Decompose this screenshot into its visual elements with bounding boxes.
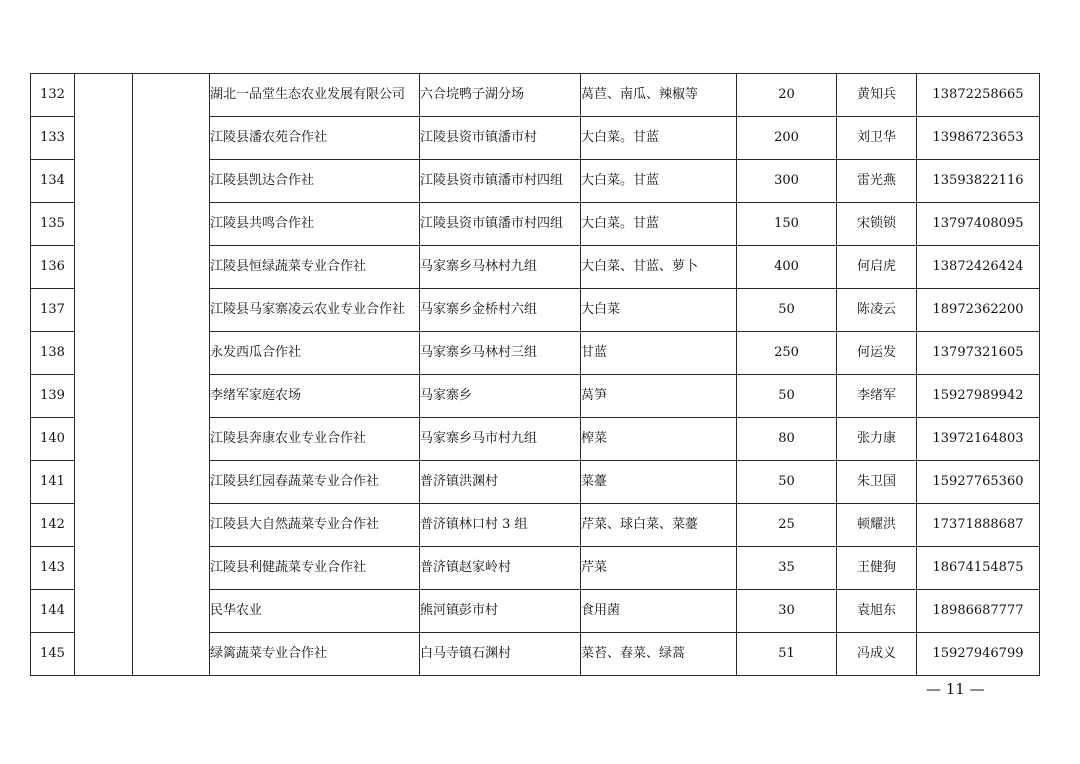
address-cell: 马家寨乡马林村九组 [420,246,581,289]
organization-cell: 江陵县奔康农业专业合作社 [210,418,420,461]
products-cell: 莴苣、南瓜、辣椒等 [581,74,737,117]
phone-cell: 13593822116 [917,160,1040,203]
products-cell: 大白菜。甘蓝 [581,160,737,203]
area-cell: 50 [737,289,837,332]
organization-cell: 江陵县红园春蔬菜专业合作社 [210,461,420,504]
area-cell: 400 [737,246,837,289]
area-cell: 150 [737,203,837,246]
phone-cell: 13972164803 [917,418,1040,461]
vegetable-base-table [30,73,1040,676]
organization-cell: 江陵县马家寨凌云农业专业合作社 [210,289,420,332]
contact-cell: 雷光燕 [837,160,917,203]
products-cell: 大白菜。甘蓝 [581,203,737,246]
row-number-cell: 139 [31,375,75,418]
phone-cell: 17371888687 [917,504,1040,547]
merged-blank-cell-b [133,74,210,676]
products-cell: 大白菜、甘蓝、萝卜 [581,246,737,289]
organization-cell: 江陵县凯达合作社 [210,160,420,203]
contact-cell: 张力康 [837,418,917,461]
area-cell: 250 [737,332,837,375]
area-cell: 35 [737,547,837,590]
organization-cell: 江陵县潘农苑合作社 [210,117,420,160]
table-body [31,74,1040,676]
row-number-cell: 140 [31,418,75,461]
organization-cell: 李绪军家庭农场 [210,375,420,418]
contact-cell: 袁旭东 [837,590,917,633]
page-number: — 11 — [926,680,985,698]
phone-cell: 18986687777 [917,590,1040,633]
table-row [31,74,1040,117]
organization-cell: 民华农业 [210,590,420,633]
contact-cell: 何启虎 [837,246,917,289]
row-number-cell: 135 [31,203,75,246]
area-cell: 25 [737,504,837,547]
organization-cell: 江陵县大自然蔬菜专业合作社 [210,504,420,547]
products-cell: 食用菌 [581,590,737,633]
products-cell: 芹菜 [581,547,737,590]
contact-cell: 宋锁锁 [837,203,917,246]
area-cell: 50 [737,375,837,418]
phone-cell: 18674154875 [917,547,1040,590]
phone-cell: 13986723653 [917,117,1040,160]
phone-cell: 13872258665 [917,74,1040,117]
products-cell: 大白菜。甘蓝 [581,117,737,160]
products-cell: 芹菜、球白菜、菜薹 [581,504,737,547]
row-number-cell: 138 [31,332,75,375]
address-cell: 六合垸鸭子湖分场 [420,74,581,117]
products-cell: 莴笋 [581,375,737,418]
address-cell: 白马寺镇石渊村 [420,633,581,676]
address-cell: 江陵县资市镇潘市村 [420,117,581,160]
row-number-cell: 132 [31,74,75,117]
organization-cell: 永发西瓜合作社 [210,332,420,375]
row-number-cell: 133 [31,117,75,160]
organization-cell: 江陵县共鸣合作社 [210,203,420,246]
row-number-cell: 142 [31,504,75,547]
area-cell: 30 [737,590,837,633]
phone-cell: 15927946799 [917,633,1040,676]
phone-cell: 13797408095 [917,203,1040,246]
phone-cell: 15927765360 [917,461,1040,504]
contact-cell: 朱卫国 [837,461,917,504]
area-cell: 200 [737,117,837,160]
phone-cell: 13797321605 [917,332,1040,375]
address-cell: 江陵县资市镇潘市村四组 [420,203,581,246]
area-cell: 50 [737,461,837,504]
contact-cell: 王健狗 [837,547,917,590]
row-number-cell: 141 [31,461,75,504]
contact-cell: 陈凌云 [837,289,917,332]
address-cell: 普济镇林口村 3 组 [420,504,581,547]
contact-cell: 何运发 [837,332,917,375]
row-number-cell: 134 [31,160,75,203]
contact-cell: 黄知兵 [837,74,917,117]
organization-cell: 湖北一品堂生态农业发展有限公司 [210,74,420,117]
area-cell: 20 [737,74,837,117]
phone-cell: 18972362200 [917,289,1040,332]
products-cell: 菜薹 [581,461,737,504]
address-cell: 普济镇赵家岭村 [420,547,581,590]
row-number-cell: 144 [31,590,75,633]
products-cell: 甘蓝 [581,332,737,375]
products-cell: 榨菜 [581,418,737,461]
address-cell: 熊河镇彭市村 [420,590,581,633]
address-cell: 马家寨乡 [420,375,581,418]
contact-cell: 刘卫华 [837,117,917,160]
organization-cell: 江陵县恒绿蔬菜专业合作社 [210,246,420,289]
row-number-cell: 143 [31,547,75,590]
contact-cell: 李绪军 [837,375,917,418]
address-cell: 江陵县资市镇潘市村四组 [420,160,581,203]
area-cell: 300 [737,160,837,203]
address-cell: 马家寨乡马林村三组 [420,332,581,375]
row-number-cell: 145 [31,633,75,676]
address-cell: 马家寨乡马市村九组 [420,418,581,461]
address-cell: 普济镇洪渊村 [420,461,581,504]
phone-cell: 15927989942 [917,375,1040,418]
contact-cell: 顿耀洪 [837,504,917,547]
row-number-cell: 136 [31,246,75,289]
address-cell: 马家寨乡金桥村六组 [420,289,581,332]
area-cell: 80 [737,418,837,461]
organization-cell: 绿篱蔬菜专业合作社 [210,633,420,676]
merged-blank-cell-a [75,74,133,676]
organization-cell: 江陵县利健蔬菜专业合作社 [210,547,420,590]
products-cell: 菜苔、春菜、绿蒿 [581,633,737,676]
area-cell: 51 [737,633,837,676]
products-cell: 大白菜 [581,289,737,332]
row-number-cell: 137 [31,289,75,332]
phone-cell: 13872426424 [917,246,1040,289]
contact-cell: 冯成义 [837,633,917,676]
